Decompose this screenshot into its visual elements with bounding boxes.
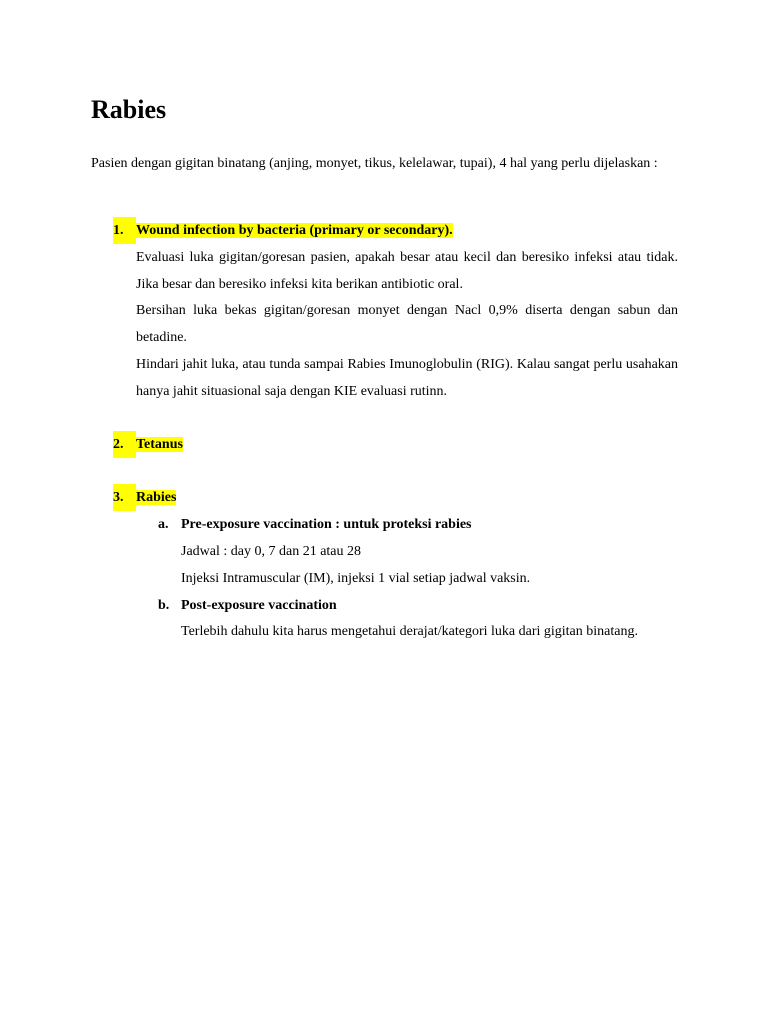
section-1-paragraph-1: Evaluasi luka gigitan/goresan pasien, apakah besar atau kecil dan beresiko infeksi atau tidak. Jika besar dan beresiko infeksi kita berikan antibiotic oral.	[136, 250, 678, 292]
intro-paragraph: Pasien dengan gigitan binatang (anjing, monyet, tikus, kelelawar, tupai), 4 hal yang perlu dijelaskan :	[91, 156, 658, 171]
section-3-number: 3.	[113, 484, 136, 511]
page-title: Rabies	[91, 95, 167, 124]
section-1-paragraph-2: Bersihan luka bekas gigitan/goresan monyet dengan Nacl 0,9% diserta dengan sabun dan betadine.	[136, 303, 678, 345]
subsection-b-title: Post-exposure vaccination	[181, 598, 337, 613]
subsection-a-letter: a.	[158, 517, 169, 532]
subsection-a-line-1: Jadwal : day 0, 7 dan 21 atau 28	[181, 544, 362, 559]
subsection-a-line-2: Injeksi Intramuscular (IM), injeksi 1 vial setiap jadwal vaksin.	[181, 571, 531, 586]
section-2-title: Tetanus	[136, 437, 183, 452]
subsection-b-line-1: Terlebih dahulu kita harus mengetahui derajat/kategori luka dari gigitan binatang.	[181, 624, 638, 639]
subsection-a-heading	[158, 511, 472, 538]
section-1-heading	[113, 217, 453, 244]
section-2-heading	[113, 431, 183, 458]
section-1-title: Wound infection by bacteria (primary or secondary).	[136, 223, 453, 238]
section-3-heading	[113, 484, 176, 511]
subsection-b-heading	[158, 592, 337, 619]
section-2-number: 2.	[113, 431, 136, 458]
section-1-paragraph-3: Hindari jahit luka, atau tunda sampai Rabies Imunoglobulin (RIG). Kalau sangat perlu usahakan hanya jahit situasional saja dengan KIE evaluasi rutinn.	[136, 357, 678, 399]
section-3-title: Rabies	[136, 490, 177, 505]
section-1-number: 1.	[113, 217, 136, 244]
subsection-a-title: Pre-exposure vaccination : untuk proteksi rabies	[181, 517, 472, 532]
subsection-b-letter: b.	[158, 598, 170, 613]
